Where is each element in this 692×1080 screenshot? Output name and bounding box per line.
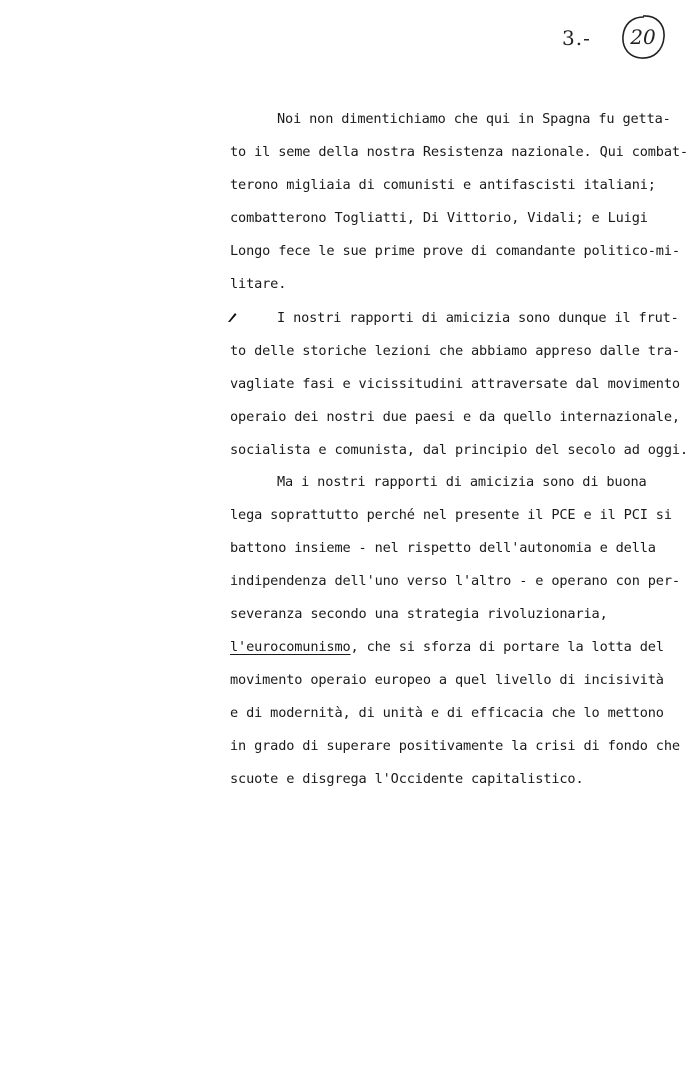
text-line: Longo fece le sue prime prove di comandante politico-mi- bbox=[230, 243, 680, 259]
text-line: in grado di superare positivamente la crisi di fondo che bbox=[230, 738, 680, 754]
folio-number: 20 bbox=[630, 25, 656, 49]
text-line: movimento operaio europeo a quel livello di incisività bbox=[230, 672, 664, 688]
text-line: indipendenza dell'uno verso l'altro - e operano con per- bbox=[230, 573, 680, 589]
text-line: to il seme della nostra Resistenza nazionale. Qui combat- bbox=[230, 144, 688, 160]
text-line: severanza secondo una strategia rivoluzionaria, bbox=[230, 606, 608, 622]
margin-mark-icon bbox=[226, 311, 238, 323]
text-line bbox=[230, 638, 664, 656]
text-line: I nostri rapporti di amicizia sono dunque il frut- bbox=[277, 310, 679, 326]
text-line: e di modernità, di unità e di efficacia che lo mettono bbox=[230, 705, 664, 721]
eurocomunismo-term: l'eurocomunismo bbox=[230, 639, 351, 655]
text-line: Ma i nostri rapporti di amicizia sono di buona bbox=[277, 474, 647, 490]
text-line: operaio dei nostri due paesi e da quello internazionale, bbox=[230, 409, 680, 425]
text-line: litare. bbox=[230, 276, 287, 292]
text-line: lega soprattutto perché nel presente il PCE e il PCI si bbox=[230, 507, 672, 523]
text-line: terono migliaia di comunisti e antifascisti italiani; bbox=[230, 177, 656, 193]
text-line: scuote e disgrega l'Occidente capitalistico. bbox=[230, 771, 584, 787]
folio-stamp bbox=[618, 12, 668, 62]
text-line-continuation: , che si sforza di portare la lotta del bbox=[350, 639, 664, 655]
text-line: vagliate fasi e vicissitudini attraversate dal movimento bbox=[230, 376, 680, 392]
folio-circle-icon bbox=[618, 12, 668, 62]
text-line: combatterono Togliatti, Di Vittorio, Vidali; e Luigi bbox=[230, 210, 648, 226]
text-line: battono insieme - nel rispetto dell'autonomia e della bbox=[230, 540, 656, 556]
text-line: to delle storiche lezioni che abbiamo appreso dalle tra- bbox=[230, 343, 680, 359]
page-number: 3.- bbox=[562, 26, 591, 50]
text-line: Noi non dimentichiamo che qui in Spagna fu getta- bbox=[277, 111, 671, 127]
text-line: socialista e comunista, dal principio del secolo ad oggi. bbox=[230, 442, 688, 458]
